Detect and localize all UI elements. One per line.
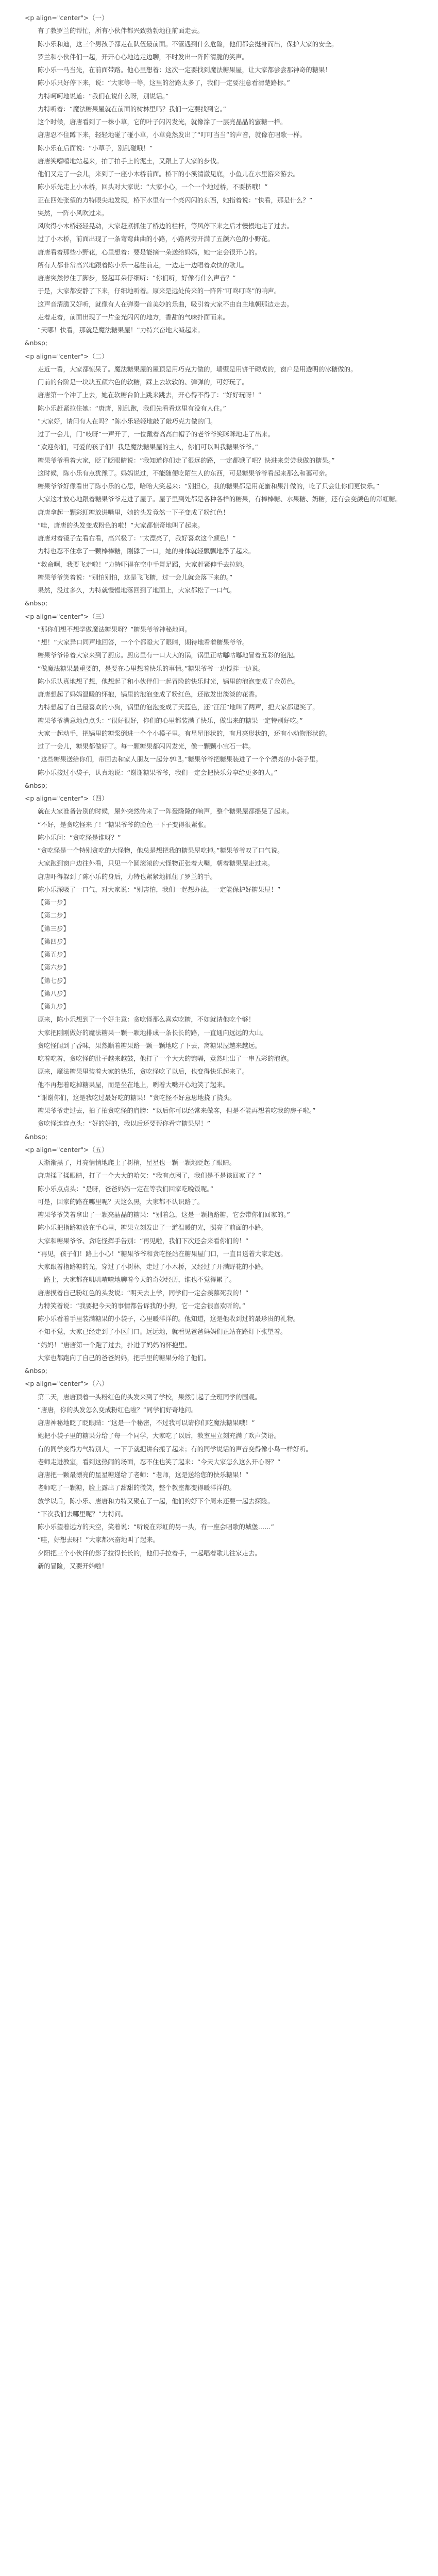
paragraph-line: “妈妈！”唐唐第一个跑了过去，扑进了妈妈的怀抱里。 — [38, 1341, 191, 1349]
paragraph-line: 大家一起动手，把锅里的糖浆倒进一个个小模子里。有星星形状的，有月亮形状的，还有小动物形状的。 — [38, 729, 331, 737]
paragraph-line: 陈小乐把指路糖放在手心里，糖果立刻发出了一道温暖的光，照亮了前面的小路。 — [38, 1224, 268, 1232]
paragraph-line: 放学以后，陈小乐、唐唐和力特又聚在了一起，他们约好下个周末还要一起去探险。 — [38, 1497, 274, 1505]
markup-line: <p align="center">（一） — [25, 14, 108, 22]
paragraph-line: 陈小乐和迪，这三个男孩子都走在队伍最前面。不管遇到什么危险，他们都会挺身而出，保护大家的安全。 — [38, 40, 338, 48]
paragraph-line: 果然，没过多久，力特就慢慢地落回到了地面上，大家都松了一口气。 — [38, 586, 236, 594]
paragraph-line: 唐唐想起了妈妈温暖的怀抱，锅里的泡泡变成了粉红色，还散发出淡淡的花香。 — [38, 690, 261, 698]
paragraph-line: 【第八步】 — [38, 989, 70, 997]
paragraph-line: “谢谢你们，这是我吃过最好吃的糖果！”贪吃怪不好意思地挠了挠头。 — [38, 1093, 236, 1101]
paragraph-line: “欢迎你们，可爱的孩子们！我是魔法糖果屋的主人，你们可以叫我糖果爷爷。” — [38, 443, 258, 451]
paragraph-line: 力特想起了自己最喜欢的小狗，锅里的泡泡变成了天蓝色，还“汪汪”地叫了两声，把大家都逗笑了。 — [38, 703, 319, 711]
paragraph-line: 老师吃了一颗糖，脸上露出了甜甜的微笑，整个教室都变得暖洋洋的。 — [38, 1484, 236, 1492]
paragraph-line: 大家把刚刚做好的魔法糖果一颗一颗地排成一条长长的路，一直通向远远的大山。 — [38, 1028, 268, 1037]
paragraph-line: 过了一会儿，门“吱呀”一声开了，一位戴着高高白帽子的老爷爷笑眯眯地走了出来。 — [38, 430, 274, 438]
paragraph-line: 唐唐揉了揉眼睛，打了一个大大的哈欠：“我有点困了，我们是不是该回家了？” — [38, 1172, 262, 1180]
paragraph-line: 一路上，大家都在叽叽喳喳地聊着今天的奇妙经历，谁也不觉得累了。 — [38, 1276, 236, 1284]
paragraph-line: 她把小袋子里的糖果分给了每一个同学，大家吃了以后，教室里立刻充满了欢声笑语。 — [38, 1432, 280, 1440]
paragraph-line: 原来，魔法糖果里装着大家的快乐，贪吃怪吃了以后，也变得快乐起来了。 — [38, 1067, 248, 1076]
paragraph-line: 天渐渐黑了，月亮悄悄地爬上了树梢，星星也一颗一颗地眨起了眼睛。 — [38, 1159, 236, 1166]
paragraph-line: 贪吃怪连连点头：“好的好的，我以后还要帮你看守糖果屋！” — [38, 1120, 210, 1128]
paragraph-line: 糖果爷爷好像看出了陈小乐的心思，哈哈大笑起来：“别担心，我的糖果都是用花蜜和果汁做的，吃了只会让你们更快乐。” — [38, 482, 380, 490]
paragraph-line: 陈小乐在后面说：“小草子，别乱碰哦！” — [38, 144, 153, 152]
paragraph-line: 唐唐对着镜子左看右看，高兴极了：“太漂亮了，我好喜欢这个颜色！” — [38, 534, 236, 542]
paragraph-line: 唐唐把一颗最漂亮的星星糖递给了老师：“老师，这是送给您的快乐糖果！” — [38, 1471, 249, 1479]
paragraph-line: “救命啊，我要飞走啦！”力特吓得在空中手舞足蹈，大家赶紧伸手去拉她。 — [38, 560, 249, 568]
paragraph-line: 唐唐神秘地眨了眨眼睛：“这是一个秘密，不过我可以请你们吃魔法糖果哦！” — [38, 1419, 255, 1427]
paragraph-line: “不好，是贪吃怪来了！”糖果爷爷的脸色一下子变得很紧张。 — [38, 820, 210, 828]
paragraph-line: 陈小乐深吸了一口气，对大家说：“别害怕，我们一起想办法，一定能保护好糖果屋！” — [38, 885, 281, 893]
paragraph-line: 门前的台阶是一块块五颜六色的软糖，踩上去软软的、弹弹的，可好玩了。 — [38, 378, 248, 386]
paragraph-line: 唐唐看着那些小野花，心里想着：要是能摘一朵送给妈妈，她一定会很开心的。 — [38, 248, 261, 256]
paragraph-line: 新的冒险，又要开始啦！ — [38, 1562, 108, 1570]
paragraph-line: 大家和糖果爷爷、贪吃怪挥手告别：“再见啦，我们下次还会来看你们的！” — [38, 1236, 249, 1245]
paragraph-line: “天哪！快看，那就是魔法糖果屋！”力特兴奋地大喊起来。 — [38, 326, 204, 334]
paragraph-line: 陈小乐一马当先，在前面带路。他心里想着：这次一定要找到魔法糖果屋，让大家都尝尝那神奇的糖果！ — [38, 66, 331, 74]
paragraph-line: 【第三步】 — [38, 924, 70, 933]
paragraph-line: 可是，回家的路在哪里呢？天这么黑，大家都不认识路了。 — [38, 1197, 204, 1206]
paragraph-line: 正在四处张望的力特眼尖地发现，桥下水里有一个亮闪闪的东西，她指着说：“快看，那是什么？” — [38, 196, 313, 204]
paragraph-line: 于是，大家都安静了下来，仔细地听着。原来是远处传来的一阵阵“叮咚叮咚”的响声。 — [38, 287, 281, 295]
markup-line: &nbsp; — [25, 1367, 47, 1375]
paragraph-line: 原来，陈小乐想到了一个好主意：贪吃怪那么喜欢吃糖，不如就请他吃个够！ — [38, 1015, 255, 1024]
paragraph-line: 走着走着，前面出现了一片金光闪闪的地方，香甜的气味扑面而来。 — [38, 313, 229, 321]
paragraph-line: 老师走进教室，看到这热闹的场面，忍不住也笑了起来：“今天大家怎么这么开心呀？” — [38, 1458, 281, 1466]
paragraph-line: 大家也都跑向了自己的爸爸妈妈，把手里的糖果分给了他们。 — [38, 1353, 210, 1362]
paragraph-line: 陈小乐看着手里装满糖果的小袋子，心里暖洋洋的。他知道，这是他收到过的最珍贵的礼物。 — [38, 1315, 300, 1323]
paragraph-line: 唐唐拿起一颗彩虹糖放进嘴里，她的头发竟然一下子变成了粉红色！ — [38, 508, 229, 516]
paragraph-line: 力特笑着说：“我要把今天的事情都告诉我的小狗，它一定会很喜欢听的。” — [38, 1301, 246, 1310]
paragraph-line: “哇，好想去呀！”大家都兴奋地叫了起来。 — [38, 1536, 159, 1544]
paragraph-line: 就在大家准备告别的时候，屋外突然传来了一阵轰隆隆的响声，整个糖果屋都摇晃了起来。 — [38, 807, 293, 816]
paragraph-line: 陈小乐点点头：“是呀，爸爸妈妈一定在等我们回家吃晚饭呢。” — [38, 1184, 214, 1193]
paragraph-line: 陈小乐望着远方的天空，笑着说：“听说在彩虹的另一头，有一座会唱歌的城堡……” — [38, 1523, 274, 1531]
paragraph-line: 罗兰和小伙伴们一起，开开心心地边走边聊，不时发出一阵阵清脆的笑声。 — [38, 53, 248, 61]
paragraph-line: 陈小乐先走上小木桥，回头对大家说：“大家小心，一个一个地过桥，不要挤哦！” — [38, 183, 268, 191]
paragraph-line: 走近一看，大家都惊呆了。魔法糖果屋的屋顶是用巧克力做的，墙壁是用饼干砌成的，窗户是用透明的冰糖做的。 — [38, 365, 357, 373]
paragraph-line: 唐唐突然停住了脚步，竖起耳朵仔细听：“你们听，好像有什么声音？” — [38, 274, 236, 282]
paragraph-line: 贪吃怪闻到了香味，果然顺着糖果路一颗一颗地吃了下去，离糖果屋越来越远。 — [38, 1041, 261, 1049]
paragraph-line: 陈小乐问：“贪吃怪是谁呀？” — [38, 833, 121, 841]
markup-line: &nbsp; — [25, 781, 47, 789]
paragraph-line: 糖果爷爷走过去，拍了拍贪吃怪的肩膀：“以后你可以经常来做客，但是不能再想着吃我的房子啦。” — [38, 1107, 316, 1114]
paragraph-line: 【第七步】 — [38, 976, 70, 985]
paragraph-line: 糖果爷爷笑着说：“别怕别怕，这是飞飞糖，过一会儿就会落下来的。” — [38, 573, 233, 581]
paragraph-line: 【第六步】 — [38, 963, 70, 972]
paragraph-line: 【第一步】 — [38, 899, 70, 906]
paragraph-line: 【第九步】 — [38, 1003, 70, 1010]
paragraph-line: 【第四步】 — [38, 937, 70, 945]
paragraph-line: 唐唐忍不住蹲下来，轻轻地碰了碰小草，小草竟然发出了“叮叮当当”的声音，就像在唱歌一样。 — [38, 131, 306, 139]
paragraph-line: 大家这才放心地跟着糖果爷爷走进了屋子。屋子里到处都是各种各样的糖果，有棒棒糖、水果糖、奶糖，还有会变颜色的彩虹糖。 — [38, 495, 402, 503]
markup-line: &nbsp; — [25, 599, 47, 607]
paragraph-line: 大家跟着指路糖的光，穿过了小树林，走过了小木桥，又经过了开满野花的小路。 — [38, 1263, 268, 1270]
paragraph-line: 风吹得小木桥轻轻晃动，大家赶紧抓住了桥边的栏杆，等风停下来之后才慢慢地走了过去。 — [38, 222, 293, 230]
paragraph-line: 陈小乐赶紧拉住她：“唐唐，别乱跑，我们先看看这里有没有人住。” — [38, 404, 226, 412]
paragraph-line: 陈小乐认真地想了想，他想起了和小伙伴们一起冒险的快乐时光，锅里的泡泡变成了金黄色。 — [38, 677, 300, 685]
paragraph-line: 力特呵呵地说道：“我们在说什么呀，别说话。” — [38, 92, 169, 100]
paragraph-line: 所有人都非常高兴地跟着陈小乐一起往前走，一边走一边唱着欢快的歌儿。 — [38, 261, 248, 269]
paragraph-line: 【第五步】 — [38, 951, 70, 958]
markup-line: <p align="center">（六） — [25, 1380, 108, 1388]
markup-line: &nbsp; — [25, 339, 47, 347]
paragraph-line: “下次我们去哪里呢？”力特问。 — [38, 1510, 127, 1518]
paragraph-line: 力特也忍不住拿了一颗棒棒糖，刚舔了一口，她的身体就轻飘飘地浮了起来。 — [38, 547, 255, 555]
paragraph-line: 唐唐笑嘻嘻地站起来，拍了拍手上的泥土，又跟上了大家的步伐。 — [38, 157, 223, 165]
paragraph-line: 【第二步】 — [38, 911, 70, 920]
paragraph-line: 糖果爷爷看着大家，眨了眨眼睛说：“我知道你们走了很远的路，一定都饿了吧？快进来尝尝我做的糖果。” — [38, 456, 335, 464]
paragraph-line: 他不再想着吃掉糖果屋，而是坐在地上，咧着大嘴开心地笑了起来。 — [38, 1080, 229, 1089]
paragraph-line: 陈小乐只好停下来，说：“大家等一等，这里的岔路太多了，我们一定要注意看清楚路标。” — [38, 79, 290, 87]
paragraph-line: 他们又走了一会儿，来到了一座小木桥前面。桥下的小溪清澈见底，小鱼儿在水里游来游去。 — [38, 170, 300, 178]
paragraph-line: “这些糖果送给你们，带回去和家人朋友一起分享吧。”糖果爷爷把糖果装进了一个个漂亮的小袋子里。 — [38, 755, 322, 764]
paragraph-line: 糖果爷爷满意地点点头：“很好很好，你们的心里都装满了快乐，做出来的糖果一定特别好吃。” — [38, 716, 303, 724]
paragraph-line: 有的同学变得力气特别大，一下子就把讲台搬了起来；有的同学说话的声音变得像小鸟一样好听。 — [38, 1445, 312, 1453]
paragraph-line: 夕阳把三个小伙伴的影子拉得长长的，他们手拉着手，一起唱着歌儿往家走去。 — [38, 1549, 261, 1557]
paragraph-line: 突然，一阵小风吹过来。 — [38, 209, 108, 217]
paragraph-line: 有了教罗兰的帮忙，所有小伙伴都兴致勃勃地往前面走去。 — [38, 27, 204, 35]
paragraph-line: 唐唐吓得躲到了陈小乐的身后，力特也紧紧地抓住了罗兰的手。 — [38, 872, 216, 880]
paragraph-line: “大家好，请问有人在吗？”陈小乐轻轻地敲了敲巧克力做的门。 — [38, 417, 217, 425]
paragraph-line: 第二天，唐唐顶着一头粉红色的头发来到了学校，果然引起了全班同学的围观。 — [38, 1393, 261, 1401]
paragraph-line: 唐唐第一个冲了上去，她在软糖台阶上跳来跳去，开心得不得了：“好好玩呀！” — [38, 391, 262, 399]
paragraph-line: 这时候，陈小乐有点犹豫了。妈妈说过，不能随便吃陌生人的东西，可是糖果爷爷看起来那么和蔼可亲。 — [38, 469, 331, 477]
paragraph-line: 过了一会儿，糖果都做好了。每一颗糖果都闪闪发光，像一颗颗小宝石一样。 — [38, 742, 255, 750]
paragraph-line: 大家跑到窗户边往外看，只见一个圆滚滚的大怪物正张着大嘴，朝着糖果屋走过来。 — [38, 859, 274, 868]
paragraph-line: 糖果爷爷带着大家来到了厨房。厨房里有一口大大的锅，锅里正咕嘟咕嘟地冒着五彩的泡泡。 — [38, 651, 300, 659]
paragraph-line: 唐唐摸着自己粉红色的头发说：“明天去上学，同学们一定会羡慕死我的！” — [38, 1289, 249, 1297]
paragraph-line: 糖果爷爷笑着拿出了一颗亮晶晶的糖果：“别着急，这是一颗指路糖，它会带你们回家的。” — [38, 1211, 290, 1218]
paragraph-line: 这个时候，唐唐看到了一株小草，它的叶子闪闪发光，就像涂了一层亮晶晶的蜜糖一样。 — [38, 118, 287, 126]
paragraph-line: 力特听着：“魔法糖果屋就在前面的树林里吗？我们一定要找到它。” — [38, 105, 226, 113]
paragraph-line: “想！”大家异口同声地回答，一个个都瞪大了眼睛，期待地看着糖果爷爷。 — [38, 638, 249, 646]
markup-line: <p align="center">（四） — [25, 794, 108, 802]
paragraph-line: 不知不觉，大家已经走到了小区门口。远远地，就看见爸爸妈妈们正站在路灯下张望着。 — [38, 1328, 287, 1336]
paragraph-line: “哇，唐唐的头发变成粉色的啦！”大家都惊奇地叫了起来。 — [38, 521, 204, 529]
markup-line: <p align="center">（五） — [25, 1145, 108, 1154]
paragraph-line: 这声音清脆又好听，就像有人在弹奏一首美妙的乐曲，吸引着大家不由自主地朝那边走去。 — [38, 300, 293, 308]
paragraph-line: “再见，孩子们！路上小心！”糖果爷爷和贪吃怪站在糖果屋门口，一直目送着大家走远。 — [38, 1249, 287, 1258]
markup-line: &nbsp; — [25, 1132, 47, 1141]
markup-line: <p align="center">（三） — [25, 612, 108, 620]
paragraph-line: 陈小乐接过小袋子，认真地说：“谢谢糖果爷爷，我们一定会把快乐分享给更多的人。” — [38, 768, 278, 776]
paragraph-line: 吃着吃着，贪吃怪的肚子越来越鼓，他打了一个大大的饱嗝，竟然吐出了一串五彩的泡泡。 — [38, 1055, 293, 1062]
paragraph-line: 过了小木桥，前面出现了一条弯弯曲曲的小路，小路两旁开满了五颜六色的小野花。 — [38, 235, 274, 243]
paragraph-line: “那你们想不想学做魔法糖果呀？”糖果爷爷神秘地问。 — [38, 625, 191, 633]
paragraph-line: “做魔法糖果最重要的，是要在心里想着快乐的事情。”糖果爷爷一边搅拌一边说。 — [38, 664, 265, 672]
markup-line: <p align="center">（二） — [25, 352, 108, 360]
paragraph-line: “唐唐，你的头发怎么变成粉红色啦？”同学们好奇地问。 — [38, 1405, 198, 1414]
paragraph-line: “贪吃怪是一个特别贪吃的大怪物，他总是想把我的糖果屋吃掉。”糖果爷爷叹了口气说。 — [38, 846, 284, 854]
